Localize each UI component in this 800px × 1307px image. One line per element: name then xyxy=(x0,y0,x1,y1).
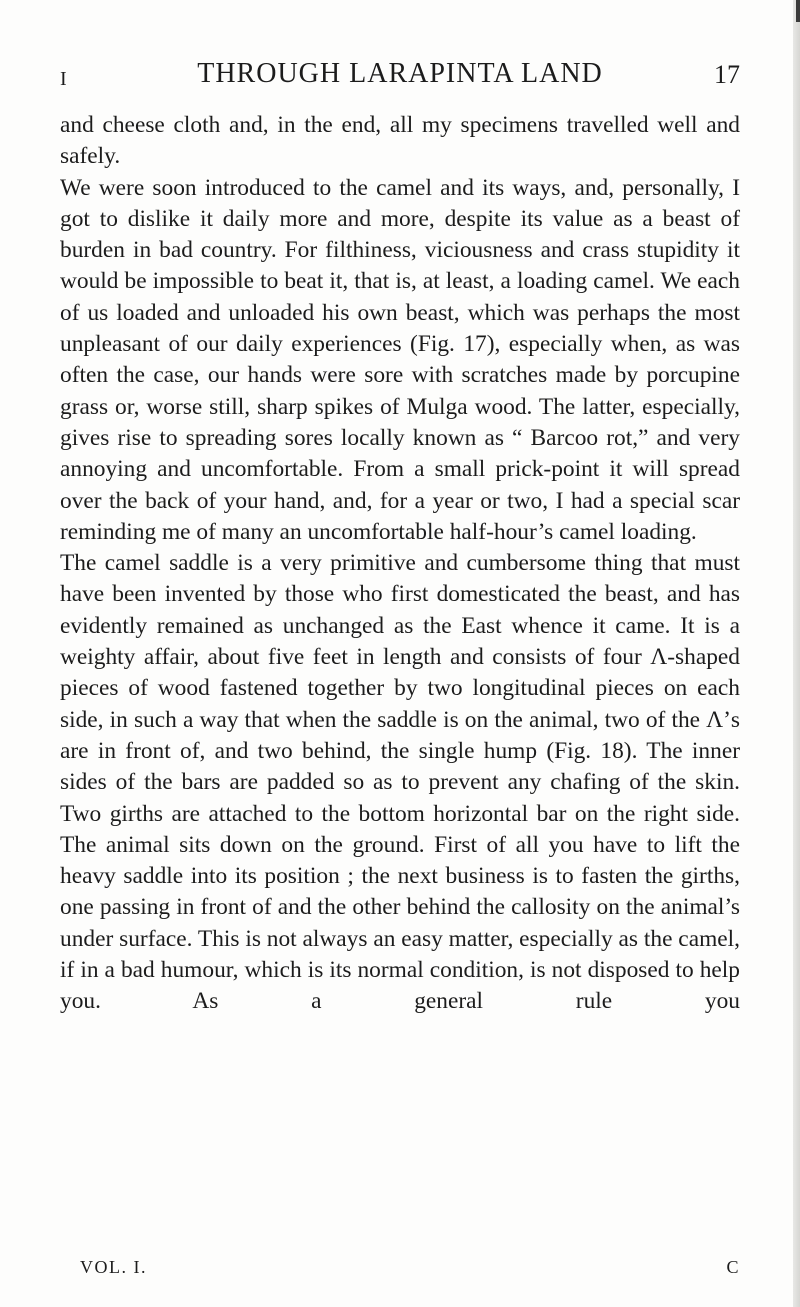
chapter-number: I xyxy=(60,68,68,90)
page-edge xyxy=(793,0,800,1307)
page-footer xyxy=(80,1257,740,1285)
running-title: THROUGH LARAPINTA LAND xyxy=(197,58,603,89)
paragraph: The camel saddle is a very primitive and cumbersome thing that must have been invented by those who first domesticated the beast, and has evidently remained as unchanged as the East whence it came. It is a weighty affair, about five feet in length and consists of four Λ-shaped pieces of wood fastened together by two longitudinal pieces on each side, in such a way that when the saddle is on the animal, two of the Λ’s are in front of, and two behind, the single hump (Fig. 18). The inner sides of the bars are padded so as to prevent any chafing of the skin. Two girths are attached to the bottom horizontal bar on the right side. The animal sits down on the ground. First of all you have to lift the heavy saddle into its position ; the next business is to fasten the girths, one passing in front of and the other behind the callosity on the animal’s under surface. This is not always an easy matter, especially as the camel, if in a bad humour, which is its normal condition, is not disposed to help you. As a general rule you xyxy=(60,550,740,1015)
body-text xyxy=(60,110,740,1018)
page-number: 17 xyxy=(714,60,740,89)
edge-mark xyxy=(796,0,800,22)
volume-signature: VOL. I. xyxy=(80,1257,147,1277)
running-head xyxy=(60,58,740,98)
paragraph: and cheese cloth and, in the end, all my specimens travelled well and safely. xyxy=(60,112,740,170)
signature-mark: C xyxy=(726,1257,740,1277)
paragraph: We were soon introduced to the camel and its ways, and, personally, I got to dislike it daily more and more, despite its value as a beast of burden in bad country. For filthiness, viciousness and crass stupidity it would be impossible to beat it, that is, at least, a loading camel. We each of us loaded and unloaded his own beast, which was perhaps the most unpleasant of our daily experiences (Fig. 17), especially when, as was often the case, our hands were sore with scratches made by porcupine grass or, worse still, sharp spikes of Mulga wood. The latter, especially, gives rise to spreading sores locally known as “ Barcoo rot,” and very annoying and uncomfortable. From a small prick-point it will spread over the back of your hand, and, for a year or two, I had a special scar reminding me of many an uncomfortable half-hour’s camel loading. xyxy=(60,174,740,545)
